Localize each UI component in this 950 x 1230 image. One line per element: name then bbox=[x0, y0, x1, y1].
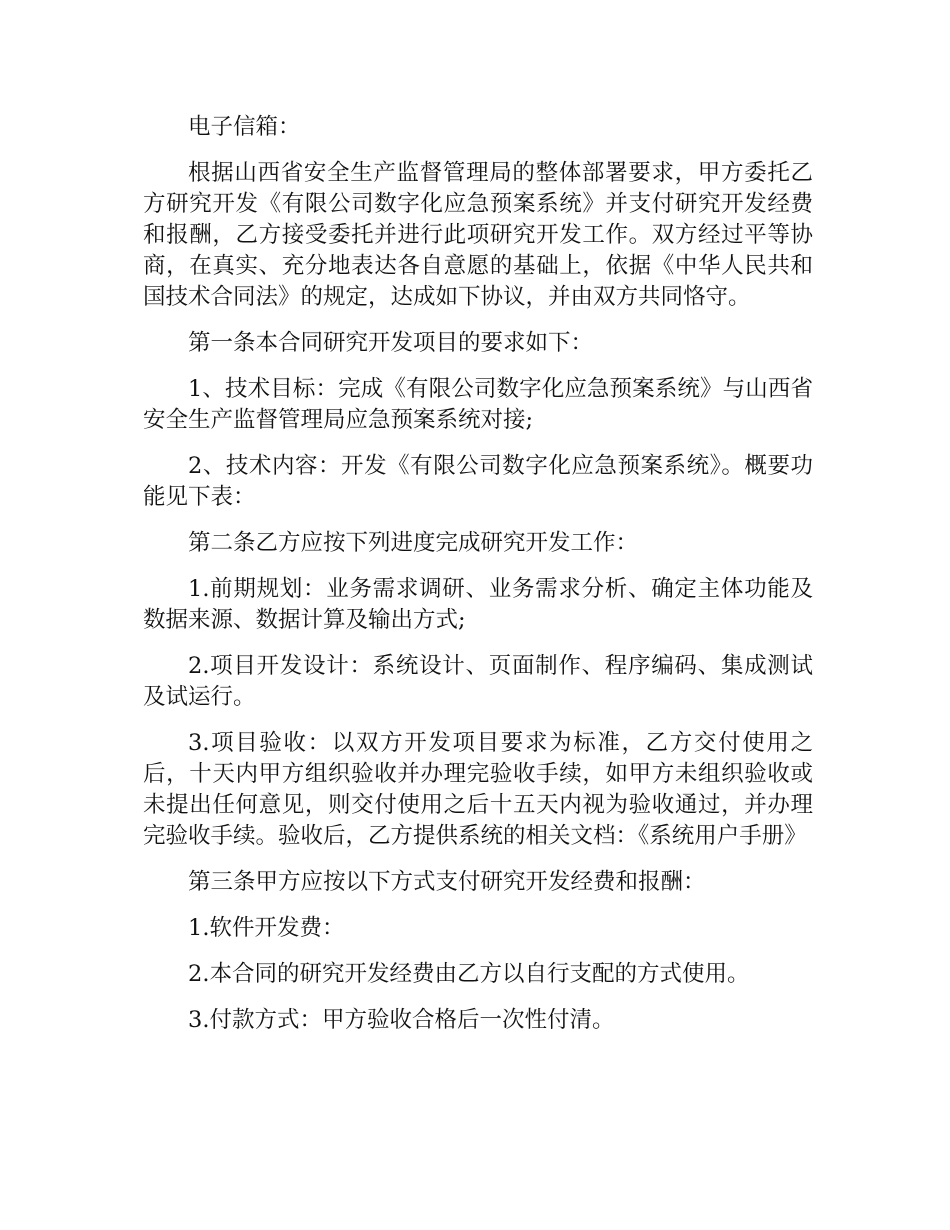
article-3-item-3: 3.付款方式：甲方验收合格后一次性付清。 bbox=[188, 1007, 615, 1033]
article-1-item-2: 2、技术内容：开发《有限公司数字化应急预案系统》。概要功能见下表： bbox=[143, 453, 813, 510]
article-3-heading: 第三条甲方应按以下方式支付研究开发经费和报酬： bbox=[188, 869, 706, 895]
article-2-item-2: 2.项目开发设计：系统设计、页面制作、程序编码、集成测试及试运行。 bbox=[143, 653, 813, 710]
article-2-heading: 第二条乙方应按下列进度完成研究开发工作： bbox=[188, 530, 639, 556]
article-2-item-3: 3.项目验收：以双方开发项目要求为标准，乙方交付使用之后，十天内甲方组织验收并办理完验收手续，如甲方未组织验收或未提出任何意见，则交付使用之后十五天内视为验收通过，并办理完验收手续。验收后，乙方提供系统的相关文档：《系统用户手册》 bbox=[143, 730, 813, 849]
article-1-item-1: 1、技术目标：完成《有限公司数字化应急预案系统》与山西省安全生产监督管理局应急预案系统对接; bbox=[143, 376, 813, 433]
article-3-item-2: 2.本合同的研究开发经费由乙方以自行支配的方式使用。 bbox=[188, 961, 750, 987]
preamble-paragraph: 根据山西省安全生产监督管理局的整体部署要求，甲方委托乙方研究开发《有限公司数字化应急预案系统》并支付研究开发经费和报酬，乙方接受委托并进行此项研究开发工作。双方经过平等协商，在真实、充分地表达各自意愿的基础上，依据《中华人民共和国技术合同法》的规定，达成如下协议，并由双方共同恪守。 bbox=[143, 160, 813, 310]
document-body bbox=[143, 112, 813, 1051]
email-line: 电子信箱： bbox=[188, 114, 301, 140]
article-2-item-1: 1.前期规划：业务需求调研、业务需求分析、确定主体功能及数据来源、数据计算及输出方式; bbox=[143, 576, 813, 633]
article-1-heading: 第一条本合同研究开发项目的要求如下： bbox=[188, 330, 594, 356]
article-3-item-1: 1.软件开发费： bbox=[188, 915, 345, 941]
